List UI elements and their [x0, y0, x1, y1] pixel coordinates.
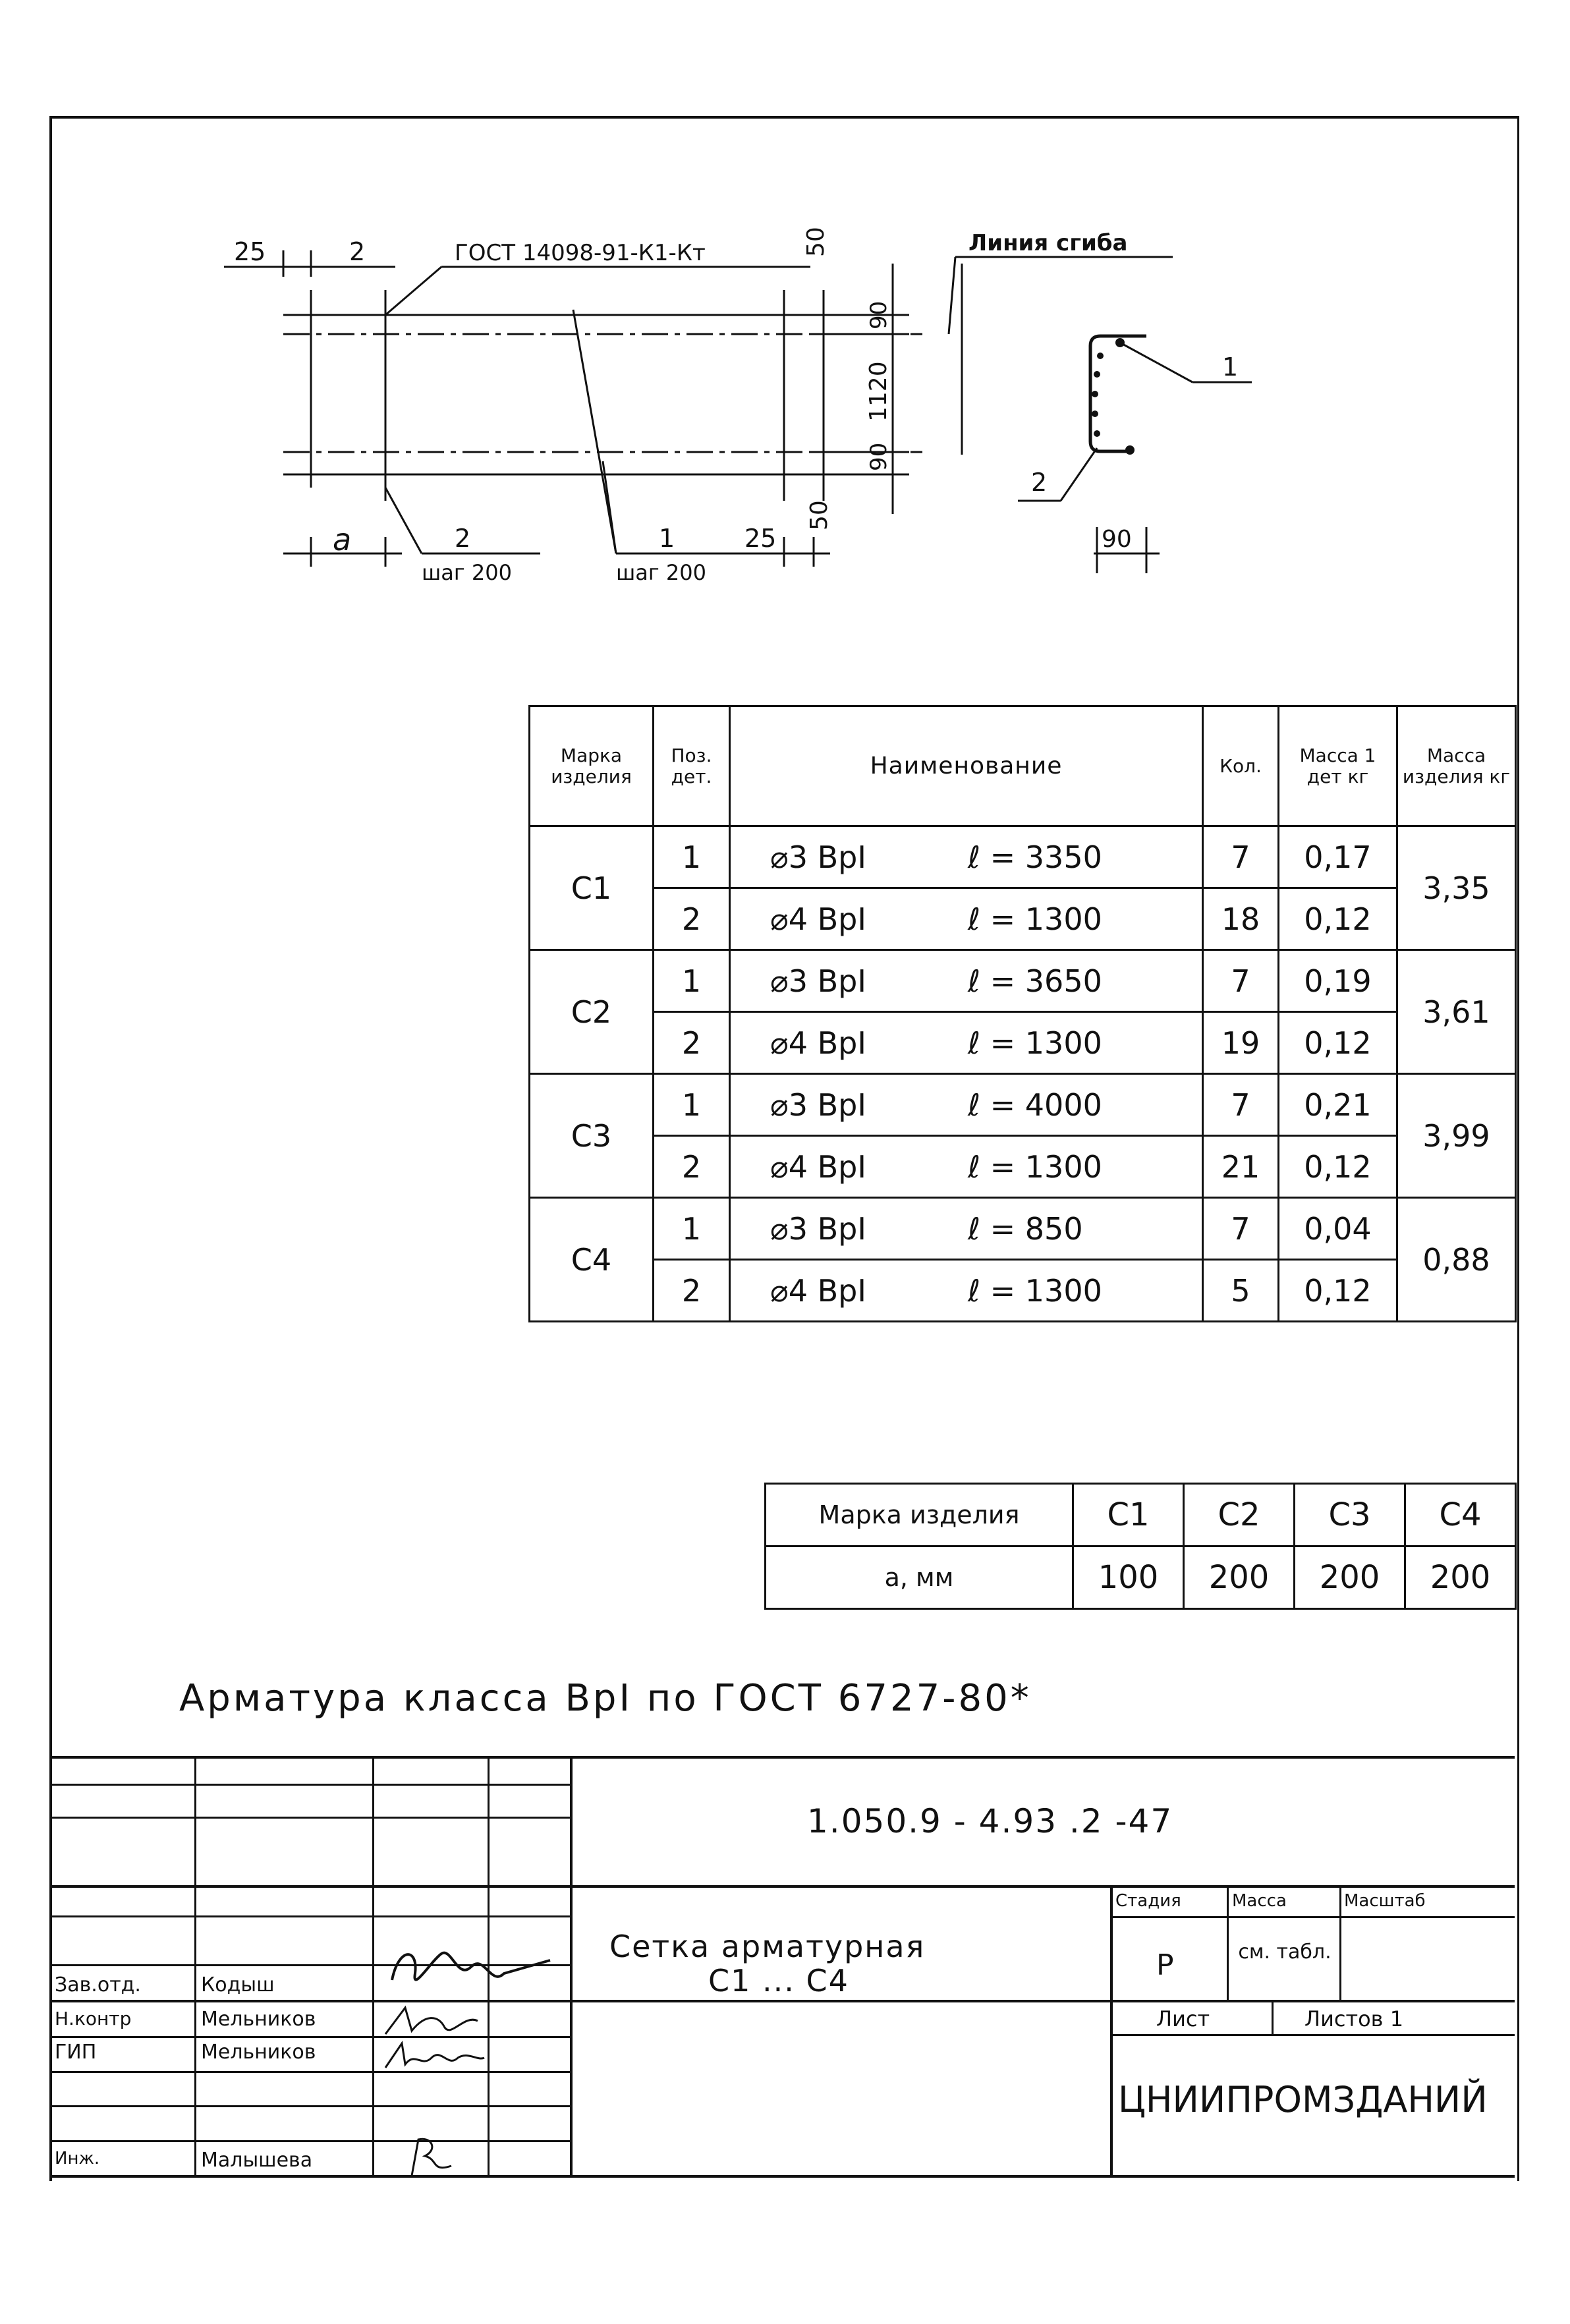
part-mass: 0,12 — [1279, 1260, 1397, 1322]
header-mark: Марка изделия — [530, 706, 654, 826]
dim-25-top: 25 — [234, 237, 266, 266]
part-pos: 1 — [654, 826, 730, 888]
part-pos: 2 — [654, 1260, 730, 1322]
a-value-c4: 200 — [1405, 1546, 1516, 1609]
table-row — [530, 950, 1516, 1012]
person-chief-engineer: Мельников — [201, 2041, 316, 2064]
part-mass: 0,21 — [1279, 1074, 1397, 1136]
table-row — [530, 1136, 1516, 1198]
part-diameter: ⌀3 ВрI — [770, 963, 866, 999]
signature-engineer — [392, 2133, 471, 2179]
part-diameter: ⌀4 ВрI — [770, 1272, 866, 1309]
title-block — [49, 1756, 1515, 2178]
part-diameter: ⌀4 ВрI — [770, 901, 866, 937]
part-mass: 0,12 — [1279, 888, 1397, 950]
callout-pos1: 1 — [659, 524, 675, 553]
callout-pos1-step: шаг 200 — [616, 560, 706, 585]
mark-label: Марка изделия — [766, 1484, 1073, 1546]
part-name — [730, 950, 1203, 1012]
part-mass: 0,17 — [1279, 826, 1397, 888]
stage-label: Стадия — [1115, 1891, 1181, 1911]
part-length: ℓ = 1300 — [968, 1272, 1102, 1309]
person-norm-control: Мельников — [201, 2008, 316, 2031]
part-length: ℓ = 850 — [968, 1210, 1083, 1247]
role-engineer: Инж. — [55, 2149, 100, 2168]
part-pos: 2 — [654, 1012, 730, 1074]
a-value-c2: 200 — [1184, 1546, 1295, 1609]
part-pos: 2 — [654, 888, 730, 950]
header-qty: Кол. — [1203, 706, 1279, 826]
drawing-title-line2: С1 ... С4 — [708, 1963, 849, 1998]
role-norm-control: Н.контр — [55, 2008, 132, 2029]
part-name — [730, 1136, 1203, 1198]
part-length: ℓ = 1300 — [968, 1025, 1102, 1061]
part-mass: 0,19 — [1279, 950, 1397, 1012]
sheet-label: Лист — [1156, 2006, 1210, 2031]
table-row — [530, 826, 1516, 888]
mass-label: Масса — [1232, 1891, 1287, 1911]
table-row — [530, 1260, 1516, 1322]
part-qty: 7 — [1203, 950, 1279, 1012]
dim-50-bottom: 50 — [806, 500, 833, 530]
part-mass: 0,12 — [1279, 1012, 1397, 1074]
table-row — [530, 888, 1516, 950]
callout-pos2: 2 — [455, 524, 471, 553]
a-value-c1: 100 — [1073, 1546, 1184, 1609]
stage-value: Р — [1156, 1948, 1174, 1982]
dim-2-top: 2 — [349, 237, 366, 266]
role-head-dept: Зав.отд. — [55, 1973, 141, 1997]
a-label: a, мм — [766, 1546, 1073, 1609]
role-chief-engineer: ГИП — [55, 2041, 97, 2064]
part-qty: 21 — [1203, 1136, 1279, 1198]
dim-25-bottom: 25 — [744, 524, 777, 553]
item-mark: С4 — [530, 1198, 654, 1322]
part-diameter: ⌀4 ВрI — [770, 1025, 866, 1061]
item-mark: С3 — [530, 1074, 654, 1198]
table-row — [530, 1198, 1516, 1260]
item-mass: 3,35 — [1397, 826, 1516, 950]
item-mass: 3,99 — [1397, 1074, 1516, 1198]
part-qty: 19 — [1203, 1012, 1279, 1074]
dim-90-bottom: 90 — [866, 442, 892, 471]
table-row — [530, 1074, 1516, 1136]
item-mass: 3,61 — [1397, 950, 1516, 1074]
part-qty: 7 — [1203, 1074, 1279, 1136]
mesh-drawing — [0, 0, 1570, 659]
mass-value: см. табл. — [1238, 1941, 1332, 1964]
mark-c4: С4 — [1405, 1484, 1516, 1546]
part-pos: 1 — [654, 950, 730, 1012]
part-name — [730, 888, 1203, 950]
document-code: 1.050.9 - 4.93 .2 -47 — [807, 1802, 1173, 1840]
mark-c2: С2 — [1184, 1484, 1295, 1546]
specification-table — [528, 705, 1517, 1322]
part-qty: 7 — [1203, 1198, 1279, 1260]
dim-a: a — [333, 522, 352, 557]
dim-90-section: 90 — [1102, 526, 1132, 553]
item-mark: С1 — [530, 826, 654, 950]
mark-c1: С1 — [1073, 1484, 1184, 1546]
part-length: ℓ = 1300 — [968, 901, 1102, 937]
person-engineer: Малышева — [201, 2149, 313, 2172]
signature-head-dept — [379, 1934, 576, 2006]
gost-ref: ГОСТ 14098-91-К1-Кт — [455, 240, 706, 266]
part-pos: 1 — [654, 1074, 730, 1136]
dim-90-top: 90 — [866, 300, 892, 329]
drawing-title-line1: Сетка арматурная — [609, 1929, 926, 1964]
scale-label: Масштаб — [1344, 1891, 1426, 1911]
section-callout-pos1: 1 — [1222, 353, 1239, 382]
part-length: ℓ = 3350 — [968, 839, 1102, 875]
rebar-class-note: Арматура класса ВрI по ГОСТ 6727-80* — [179, 1677, 1032, 1720]
callout-pos2-step: шаг 200 — [422, 560, 512, 585]
part-qty: 7 — [1203, 826, 1279, 888]
organization-name: ЦНИИПРОМЗДАНИЙ — [1118, 2079, 1488, 2120]
header-name: Наименование — [730, 706, 1203, 826]
part-mass: 0,04 — [1279, 1198, 1397, 1260]
signature-norm-control — [379, 2001, 491, 2041]
part-pos: 1 — [654, 1198, 730, 1260]
header-mass-item: Масса изделия кг — [1397, 706, 1516, 826]
part-length: ℓ = 4000 — [968, 1087, 1102, 1123]
part-length: ℓ = 1300 — [968, 1148, 1102, 1185]
section-callout-pos2: 2 — [1031, 468, 1048, 497]
table-row — [530, 1012, 1516, 1074]
dim-1120: 1120 — [865, 361, 892, 422]
header-mass-part: Масса 1 дет кг — [1279, 706, 1397, 826]
part-qty: 18 — [1203, 888, 1279, 950]
part-diameter: ⌀3 ВрI — [770, 839, 866, 875]
part-name — [730, 1260, 1203, 1322]
signature-chief-engineer — [379, 2038, 491, 2074]
part-diameter: ⌀3 ВрI — [770, 1087, 866, 1123]
bend-line-label: Линия сгиба — [968, 230, 1128, 256]
part-name — [730, 1198, 1203, 1260]
item-mark: С2 — [530, 950, 654, 1074]
dimension-a-table — [764, 1483, 1517, 1610]
part-mass: 0,12 — [1279, 1136, 1397, 1198]
item-mass: 0,88 — [1397, 1198, 1516, 1322]
part-diameter: ⌀3 ВрI — [770, 1210, 866, 1247]
part-pos: 2 — [654, 1136, 730, 1198]
part-diameter: ⌀4 ВрI — [770, 1148, 866, 1185]
part-length: ℓ = 3650 — [968, 963, 1102, 999]
part-name — [730, 1074, 1203, 1136]
dim-50-top: 50 — [802, 227, 829, 257]
mark-c3: С3 — [1295, 1484, 1405, 1546]
a-value-c3: 200 — [1295, 1546, 1405, 1609]
part-name — [730, 826, 1203, 888]
part-name — [730, 1012, 1203, 1074]
header-pos: Поз. дет. — [654, 706, 730, 826]
sheets-label: Листов 1 — [1304, 2006, 1404, 2031]
person-head-dept: Кодыш — [201, 1973, 275, 1997]
part-qty: 5 — [1203, 1260, 1279, 1322]
